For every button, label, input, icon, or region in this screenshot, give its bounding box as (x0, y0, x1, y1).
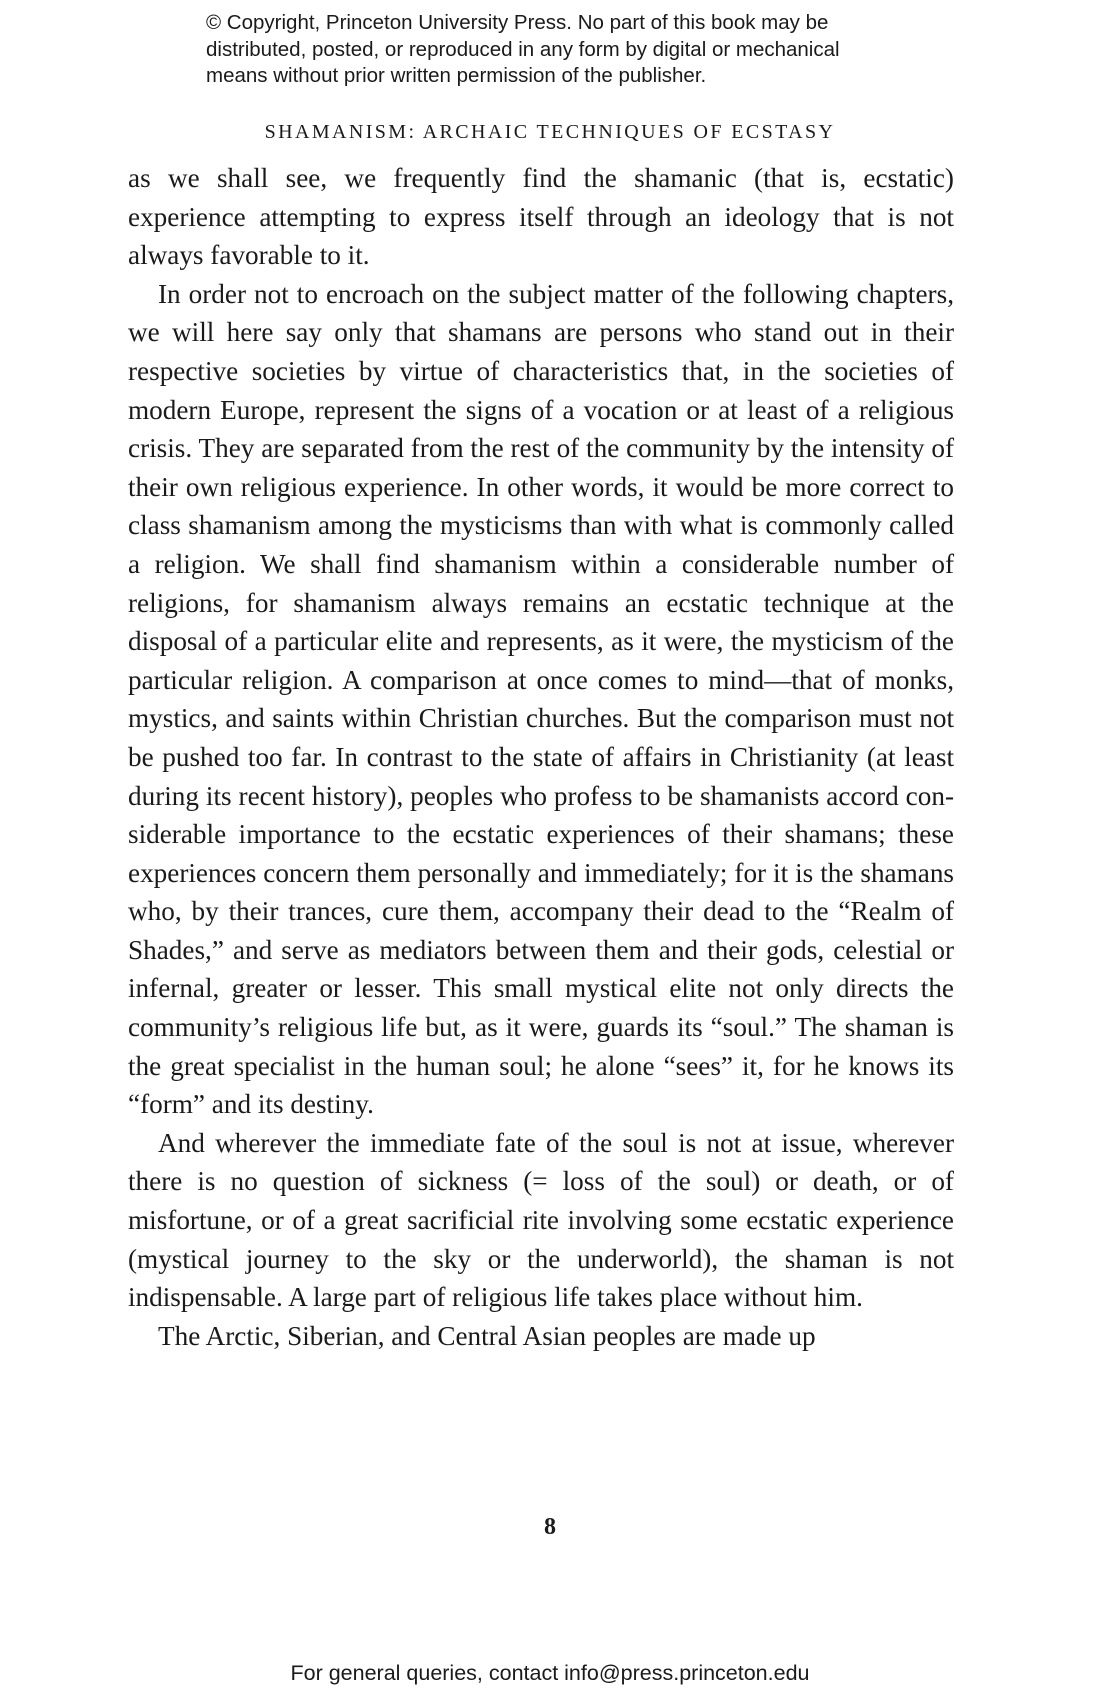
paragraph: In order not to encroach on the subject matter of the following chapters, we will here say only that shamans are persons who stand out in their respective societies by virtue of characteristics that, in the societies of modern Europe, represent the signs of a vocation or at least of a religious crisis. They are separated from the rest of the community by the intensity of their own religious experience. In other words, it would be more correct to class shamanism among the mysticisms than with what is commonly called a religion. We shall find shamanism within a considerable number of religions, for shamanism always remains an ecstatic technique at the disposal of a particular elite and represents, as it were, the mysticism of the particular religion. A comparison at once comes to mind—that of monks, mystics, and saints within Christian churches. But the comparison must not be pushed too far. In contrast to the state of affairs in Christianity (at least during its recent history), peoples who profess to be shamanists accord considerable importance to the ecstatic experiences of their shamans; these experiences concern them personally and immediately; for it is the shamans who, by their trances, cure them, accompany their dead to the “Realm of Shades,” and serve as mediators between them and their gods, celestial or infernal, greater or lesser. This small mystical elite not only directs the community’s religious life but, as it were, guards its “soul.” The shaman is the great specialist in the human soul; he alone “sees” it, for he knows its “form” and its destiny. (128, 278, 954, 1120)
page-number: 8 (544, 1514, 556, 1540)
copyright-line: means without prior written permission of the publisher. (206, 64, 707, 87)
footer-contact: For general queries, contact info@press.princeton.edu (290, 1661, 810, 1685)
copyright-notice (206, 10, 926, 90)
copyright-line: distributed, posted, or reproduced in any form by digital or mechanical (206, 37, 840, 61)
paragraph: The Arctic, Siberian, and Central Asian peoples are made up (158, 1320, 816, 1351)
paragraph: as we shall see, we frequently find the shamanic (that is, ecstatic) experience attempting to express itself through an ideology that is not always favorable to it. (128, 163, 954, 271)
paragraph: And wherever the immediate fate of the soul is not at issue, wherever there is no question of sickness (= loss of the soul) or death, or of misfortune, or of a great sacrificial rite involving some ecstatic experience (mystical journey to the sky or the underworld), the shaman is not indispensable. A large part of religious life takes place without him. (128, 1127, 954, 1313)
running-head: SHAMANISM: ARCHAIC TECHNIQUES OF ECSTASY (264, 121, 836, 143)
body-text (128, 159, 954, 1355)
copyright-line: © Copyright, Princeton University Press. No part of this book may be (206, 11, 829, 34)
